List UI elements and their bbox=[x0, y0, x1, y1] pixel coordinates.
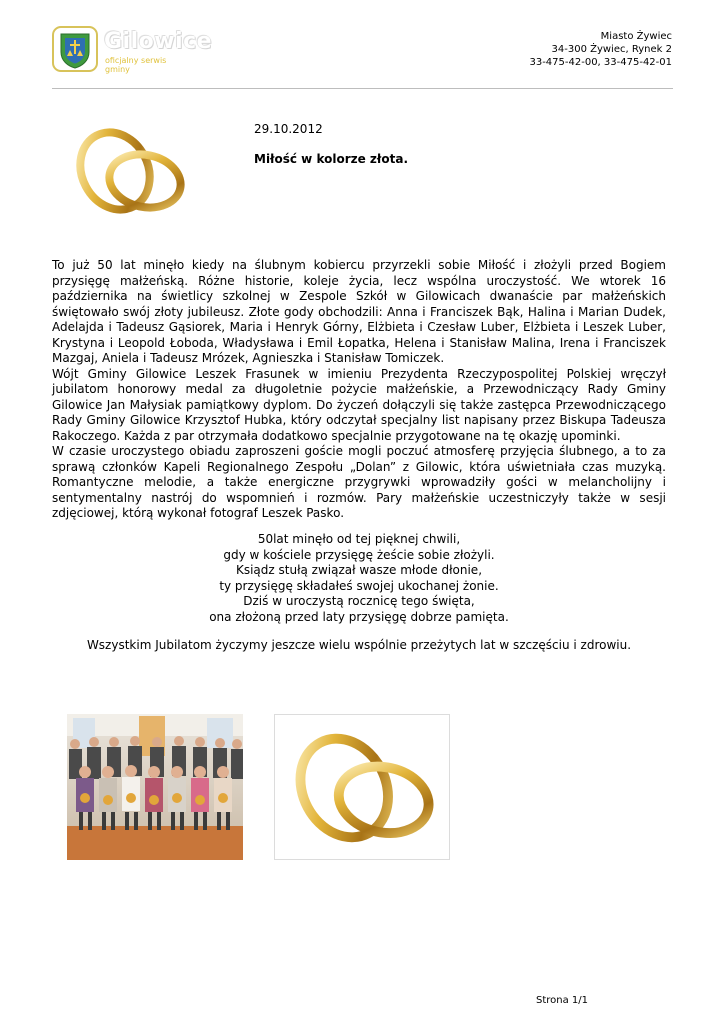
address-line: 33-475-42-00, 33-475-42-01 bbox=[529, 57, 672, 68]
article-paragraph: To już 50 lat minęło kiedy na ślubnym kobiercu przyrzekli sobie Miłość i złożyli przed Bogiem przysięgę małżeńską. Różne historie, koleje życia, lecz wspólna uroczystość. We wtorek 16 października na świetlicy szkolnej w Zespole Szkół w Gilowicach dwanaście par małżeńskich świętowało swój złoty jubileusz. Złote gody obchodzili: Anna i Franciszek Bąk, Halina i Marian Dudek, Adelajda i Tadeusz Gąsiorek, Maria i Henryk Górny, Elżbieta i Czesław Luber, Elżbieta i Leszek Luber, Krystyna i Leopold Łoboda, Władysława i Emil Łopatka, Helena i Stanisław Malina, Irena i Franciszek Mazgaj, Aniela i Tadeusz Mrózek, Agnieszka i Stanisław Tomiczek. bbox=[52, 258, 666, 365]
poem bbox=[52, 532, 666, 625]
article-date: 29.10.2012 bbox=[254, 122, 323, 136]
closing-wishes: Wszystkim Jubilatom życzymy jeszcze wielu wspólnie przeżytych lat w szczęściu i zdrowiu. bbox=[86, 638, 632, 652]
article-title: Miłość w kolorze złota. bbox=[254, 152, 409, 166]
gold-rings-image[interactable] bbox=[274, 714, 450, 860]
logo-wordmark: Gilowice bbox=[104, 29, 213, 54]
poem-line: 50lat minęło od tej pięknej chwili, bbox=[257, 532, 461, 546]
logo-subtitle: oficjalny serwis gminy bbox=[105, 56, 167, 74]
address-block bbox=[529, 30, 672, 69]
address-line: Miasto Żywiec bbox=[600, 31, 672, 42]
coat-of-arms-icon bbox=[52, 26, 98, 72]
address-line: 34-300 Żywiec, Rynek 2 bbox=[551, 44, 672, 55]
site-logo[interactable] bbox=[52, 26, 213, 76]
article-paragraph: W czasie uroczystego obiadu zaproszeni goście mogli poczuć atmosferę przyjęcia ślubnego, a to za sprawą członków Kapeli Regionalnego Zespołu „Dolan” z Gilowic, która uświetniała czas muzyką. Romantyczne melodie, a także energiczne przygrywki wprowadziły gości w melancholijny i sentymentalny nastrój do wspomnień i rozmów. Pary małżeńskie uczestniczyły także w sesji zdjęciowej, którą wykonał fotograf Leszek Pasko. bbox=[52, 444, 666, 520]
article-paragraph: Wójt Gminy Gilowice Leszek Frasunek w imieniu Prezydenta Rzeczypospolitej Polskiej wręczył jubilatom honorowy medal za długoletnie pożycie małżeńskie, a Przewodniczący Rady Gminy Gilowice Jan Małysiak pamiątkowy dyplom. Do życzeń dołączyli się także zastępca Przewodniczącego Rady Gminy Gilowice Krzysztof Hubka, który odczytał specjalny list napisany przez Biskupa Tadeusza Rakoczego. Każda z par otrzymała dodatkowo specjalnie przygotowane na tę okazję upominki. bbox=[52, 366, 666, 443]
page-number: Strona 1/1 bbox=[535, 995, 588, 1006]
poem-line: gdy w kościele przysięgę żeście sobie złożyli. bbox=[223, 547, 495, 562]
jubilee-group-photo[interactable] bbox=[67, 714, 243, 860]
poem-line: Dziś w uroczystą rocznicę tego święta, bbox=[243, 594, 475, 608]
article-body bbox=[52, 258, 666, 522]
poem-line: Ksiądz stułą związał wasze młode dłonie, bbox=[235, 563, 483, 577]
gold-rings-image bbox=[60, 119, 198, 223]
poem-line: ty przysięgę składałeś swojej ukochanej żonie. bbox=[219, 578, 499, 593]
header-divider bbox=[52, 88, 673, 89]
poem-line: ona złożoną przed laty przysięgę dobrze pamięta. bbox=[209, 609, 509, 624]
